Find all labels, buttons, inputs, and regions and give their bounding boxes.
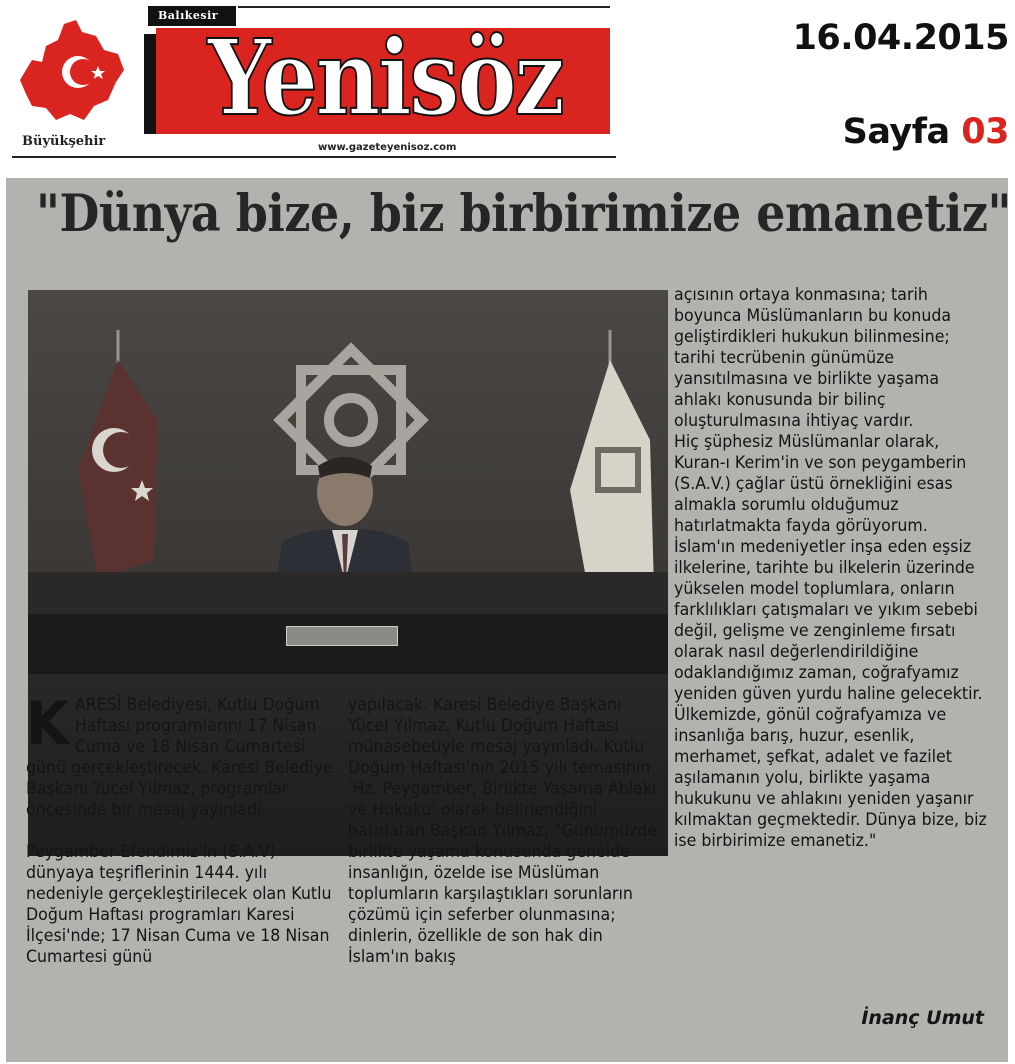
newspaper-title: Yenisöz — [207, 16, 563, 139]
masthead — [6, 4, 610, 158]
masthead-subtitle: Büyükşehir — [22, 134, 106, 149]
article-paragraph — [26, 689, 333, 821]
article-paragraph: yapılacak. Karesi Belediye Başkanı Yücel Yılmaz, Kutlu Doğum Haftası münasebetiyle mesaj yayınladı. Kutlu Doğum Haftası'nın 2015 yılı temasının 'Hz. Peygamber, Birlikte Yaşama Ahlakı ve Hukuku' olarak belirlendiğini hatırlatan Başkan Yılmaz, "Günümüzde birlikte yaşama konusunda genelde insanlığın, özelde ise Müslüman toplumların karşılaştıkları sorunların çözümü için seferber olunmasına; dinlerin, özellikle de son hak din İslam'ın bakış — [348, 695, 658, 967]
issue-date: 16.04.2015 — [792, 18, 1009, 58]
bottom-rule — [12, 156, 616, 158]
article-column-3 — [674, 285, 990, 852]
city-tag: Balıkesir — [148, 6, 236, 26]
page-label: Sayfa — [842, 112, 950, 152]
article-headline: "Dünya bize, biz birbirimize emanetiz" — [36, 184, 1011, 244]
desk-nameplate — [286, 626, 398, 646]
top-rule — [238, 6, 610, 8]
article-column-1 — [26, 689, 333, 968]
paragraph-gap — [26, 821, 333, 842]
author-byline: İnanç Umut — [861, 1007, 984, 1029]
turkish-flag — [58, 330, 168, 580]
article-clipping — [6, 178, 1011, 1062]
municipality-flag — [550, 330, 660, 600]
page-number: 03 — [961, 112, 1009, 152]
article-paragraph: Peygamber Efendimiz'in (S.A.V) dünyaya teşriflerinin 1444. yılı nedeniyle gerçekleştirilecek olan Kutlu Doğum Haftası programları Karesi İlçesi'nde; 17 Nisan Cuma ve 18 Nisan Cumartesi günü — [26, 842, 332, 967]
lead-caps: ARESİ — [74, 695, 122, 715]
article-paragraph: açısının ortaya konmasına; tarih boyunca Müslümanların bu konuda geliştirdikleri hukukun bilinmesine; tarihi tecrübenin günümüze yansıtılmasına ve birlikte yaşama ahlakı konusunda bir bilinç oluşturulmasına ihtiyaç vardır. — [674, 285, 952, 431]
website-link[interactable]: www.gazeteyenisoz.com — [318, 142, 457, 153]
article-column-2 — [348, 695, 664, 968]
dropcap: K — [26, 689, 70, 759]
balikesir-map-logo — [12, 10, 132, 128]
article-paragraph: Hiç şüphesiz Müslümanlar olarak, Kuran-ı Kerim'in ve son peygamberin (S.A.V.) çağlar üstü örnekliğini esas almakla sorumlu olduğumuz hatırlatmakta fayda görüyorum. İslam'ın medeniyetler inşa eden eşsiz ilkelerine, tarihte bu ilkelerin üzerinde yükselen model toplumlara, onların farklılıkları çatışmaları ve yıkım sebebi değil, gelişme ve zenginleme fırsatı olarak nasıl değerlendirildiğine odaklandığımız zaman, coğrafyamız yeniden güven yurdu haline gelecektir. Ülkemizde, gönül coğrafyamıza ve insanlığa barış, huzur, esenlik, merhamet, şefkat, adalet ve fazilet aşılamanın yolu, birlikte yaşama hukukunu ve ahlakını yeniden yaşanır kılmaktan geçmektedir. Dünya bize, biz ise birbirimize emanetiz." — [674, 432, 987, 851]
page-number-line — [843, 112, 1009, 152]
lead-text: Belediyesi, Kutlu Doğum Haftası programlarını 17 Nisan Cuma ve 18 Nisan Cumartesi günü gerçekleştirecek. Karesi Belediye Başkanı Yücel Yılmaz, programlar öncesinde bir mesaj yayınladı. — [26, 695, 333, 820]
